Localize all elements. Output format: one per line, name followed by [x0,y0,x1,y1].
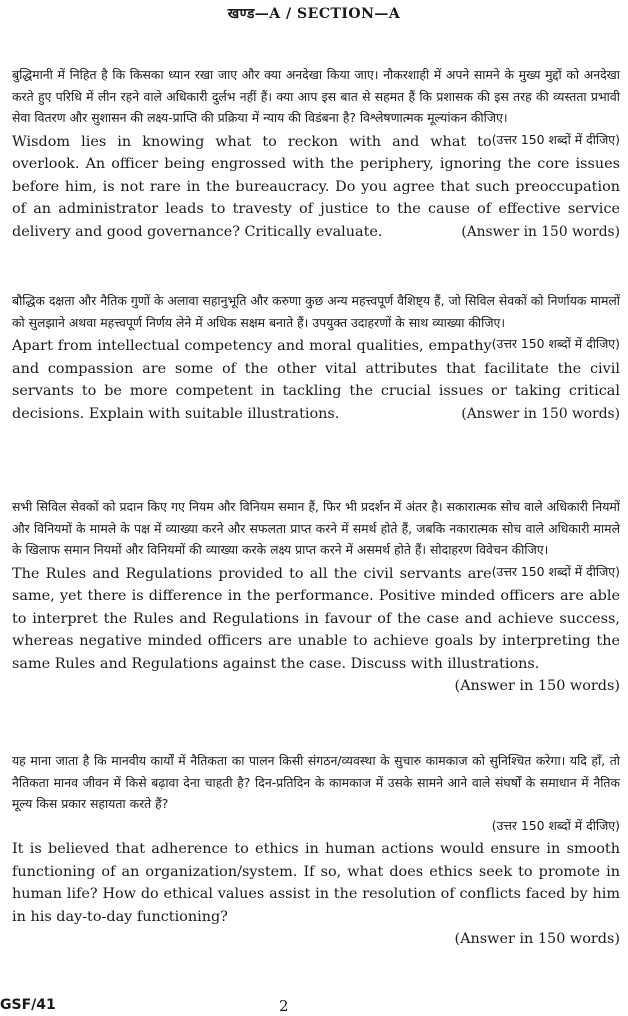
question-2-hindi-answer-limit: (उत्तर 150 शब्दों में दीजिए) [491,336,620,351]
question-1-english-answer-limit: (Answer in 150 words) [461,223,620,240]
question-4-english: It is believed that adherence to ethics in human actions would ensure in smooth functioning of an organization/system. If so, what does ethics seek to promote in human life? How do ethical values assist in the resolution of conflicts faced by him in his day-to-day functioning? [12,841,620,925]
question-1-hindi-answer-limit: (उत्तर 150 शब्दों में दीजिए) [491,131,620,147]
question-1 [12,64,620,243]
question-1-english: Wisdom lies in knowing what to reckon with and what to overlook. An officer being engrossed with the periphery, ignoring the core issues before him, is not rare in the bureaucracy. Do you agree that such preoccupation of an administrator leads to travesty of justice to the cause of effective service delivery and good governance? Critically evaluate. (Answer in 150 words) [12,131,620,244]
question-4-hindi-answer-limit: (उत्तर 150 शब्दों में दीजिए) [491,817,620,833]
question-4-english-answer-limit: (Answer in 150 words) [454,931,620,948]
question-1-hindi: बुद्धिमानी में निहित है कि किसका ध्यान रखा जाए और क्या अनदेखा किया जाए। नौकरशाही में अपने सामने के मुख्य मुद्दों को अनदेखा करते हुए परिधि में लीन रहने वाले अधिकारी दुर्लभ नहीं हैं। क्या आप इस बात से सहमत हैं कि प्रशासक की इस तरह की व्यस्तता प्रभावी सेवा वितरण और सुशासन की लक्ष्य-प्राप्ति की प्रक्रिया में न्याय की विडंबना है? विश्लेषणात्मक मूल्यांकन कीजिए। (उत्तर 150 शब्दों में दीजिए) [12,64,620,129]
question-2 [12,290,620,425]
page-number: 2 [279,997,289,1015]
paper-code: GSF/41 [0,997,56,1013]
question-3-english-answer-limit: (Answer in 150 words) [454,678,620,695]
question-4-hindi: यह माना जाता है कि मानवीय कार्यों में नैतिकता का पालन किसी संगठन/व्यवस्था के सुचारु कामकाज को सुनिश्चित करेगा। यदि हाँ, तो नैतिकता मानव जीवन में किसे बढ़ावा देना चाहती है? दिन-प्रतिदिन के कामकाज में उसके सामने आने वाले संघर्षों के समाधान में नैतिक मूल्य किस प्रकार सहायता करते हैं? [12,753,620,811]
question-2-english: Apart from intellectual competency and moral qualities, empathy and compassion are some of the other vital attributes that facilitate the civil servants to be more competent in tackling the crucial issues or taking critical decisions. Explain with suitable illustrations. (Answer in 150 words) [12,335,620,425]
question-4 [12,750,620,951]
question-3 [12,496,620,698]
question-3-english: The Rules and Regulations provided to all the civil servants are same, yet there is difference in the performance. Positive minded officers are able to interpret the Rules and Regulations in favour of the case and achieve success, whereas negative minded officers are unable to achieve goals by interpreting the same Rules and Regulations against the case. Discuss with illustrations. [12,565,620,672]
question-2-english-answer-limit: (Answer in 150 words) [461,405,620,422]
question-3-hindi-answer-limit: (उत्तर 150 शब्दों में दीजिए) [491,563,620,579]
section-header: खण्ड—A / SECTION—A [227,6,401,22]
question-2-hindi: बौद्धिक दक्षता और नैतिक गुणों के अलावा सहानुभूति और करुणा कुछ अन्य महत्त्वपूर्ण वैशिष्ट्य हैं, जो सिविल सेवकों को निर्णायक मामलों को सुलझाने अथवा महत्त्वपूर्ण निर्णय लेने में अधिक सक्षम बनाते हैं। उपयुक्त उदाहरणों के साथ व्याख्या कीजिए। (उत्तर 150 शब्दों में दीजिए) [12,290,620,333]
question-3-hindi: सभी सिविल सेवकों को प्रदान किए गए नियम और विनियम समान हैं, फिर भी प्रदर्शन में अंतर है। सकारात्मक सोच वाले अधिकारी नियमों और विनियमों के मामले के पक्ष में व्याख्या करने और सफलता प्राप्त करने में समर्थ होते हैं, जबकि नकारात्मक सोच वाले अधिकारी मामले के खिलाफ समान नियमों और विनियमों की व्याख्या करके लक्ष्य प्राप्त करने में असमर्थ होते हैं। सोदाहरण विवेचन कीजिए। (उत्तर 150 शब्दों में दीजिए) [12,496,620,561]
